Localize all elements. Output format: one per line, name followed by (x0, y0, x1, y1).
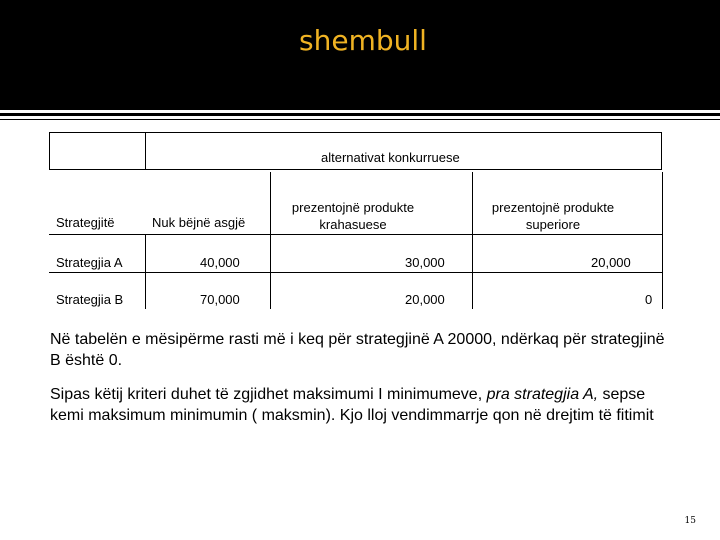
column-header-comparable-text: prezentojnë produkte krahasuese (291, 200, 415, 232)
cell-b-do-nothing: 70,000 (200, 292, 240, 307)
cell-b-comparable: 20,000 (405, 292, 445, 307)
cell-a-comparable: 30,000 (405, 255, 445, 270)
column-header-comparable (278, 199, 428, 233)
paragraph-maximin (50, 384, 670, 426)
header-separator-1 (270, 172, 271, 234)
paragraph-maximin-text-1: Sipas këtij kriteri duhet të zgjidhet maksimumi I minimumeve, (50, 386, 487, 403)
paragraph-maximin-text-2: sepse kemi maksimum minimumin ( maksmin). Kjo lloj vendimmarrje qon në drejtim të fitimit (50, 386, 654, 424)
paragraph-maximin-italic: pra strategjia A, (486, 386, 599, 403)
cell-b-superior: 0 (645, 292, 653, 307)
cell-a-do-nothing: 40,000 (200, 255, 240, 270)
header-separator-3 (662, 172, 663, 234)
row-divider (49, 272, 663, 273)
group-header-label: alternativat konkurruese (321, 150, 460, 165)
cell-a-superior: 20,000 (591, 255, 631, 270)
page-number: 15 (684, 516, 696, 526)
column-header-do-nothing: Nuk bëjnë asgjë (152, 215, 246, 230)
slide-title: shembull (299, 24, 427, 57)
column-header-superior (478, 199, 628, 233)
paragraph-worst-case: Në tabelën e mësipërme rasti më i keq për strategjinë A 20000, ndërkaq për strategjinë B është 0. (50, 331, 665, 369)
header-separator-2 (472, 172, 473, 234)
row-label-strategy-b: Strategjia B (56, 292, 124, 307)
header-row-divider (49, 234, 663, 235)
table-corner-cell (49, 132, 146, 170)
row-label-strategy-a: Strategjia A (56, 255, 123, 270)
column-header-superior-text: prezentojnë produkte superiore (491, 200, 615, 232)
column-header-strategies: Strategjitë (56, 215, 115, 230)
